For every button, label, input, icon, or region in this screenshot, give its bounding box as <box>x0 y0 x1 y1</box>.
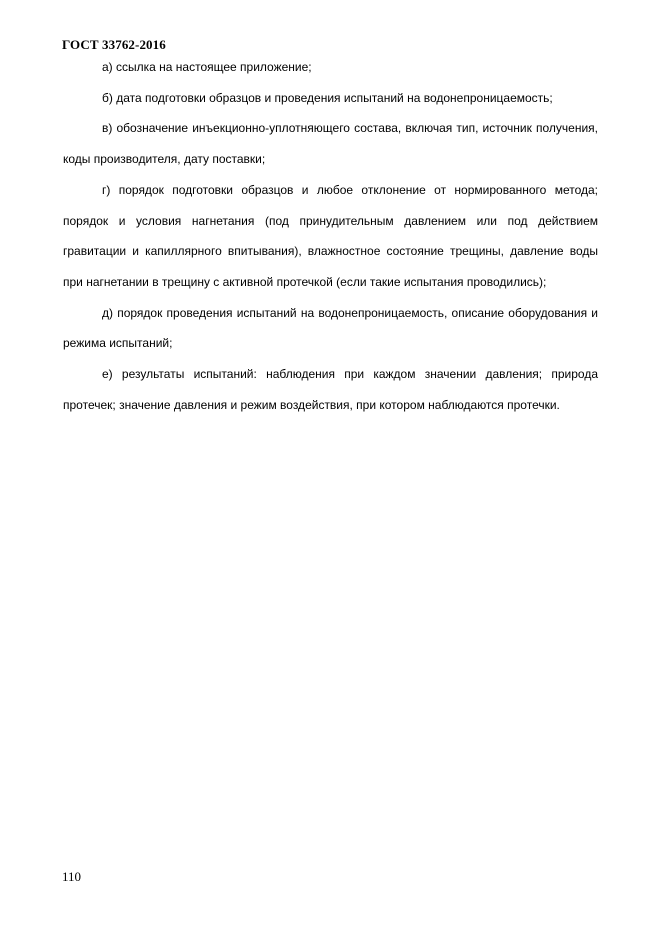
list-item-g: г) порядок подготовки образцов и любое отклонение от нормированного метода; порядок и условия нагнетания (под принудительным давлением или под действием гравитации и капиллярного впитывания), влажностное состояние трещины, давление воды при нагнетании в трещину с активной протечкой (если такие испытания проводились); <box>63 182 598 289</box>
list-item-b: б) дата подготовки образцов и проведения испытаний на водонепроницаемость; <box>102 90 553 105</box>
list-item-d: д) порядок проведения испытаний на водонепроницаемость, описание оборудования и режима испытаний; <box>63 305 598 351</box>
list-item-e: е) результаты испытаний: наблюдения при каждом значении давления; природа протечек; значение давления и режим воздействия, при котором наблюдаются протечки. <box>63 367 598 412</box>
document-header: ГОСТ 33762-2016 <box>62 37 166 52</box>
list-item-a: а) ссылка на настоящее приложение; <box>102 60 312 74</box>
page-number: 110 <box>62 869 82 884</box>
report-contents-list <box>63 52 598 420</box>
list-item-v: в) обозначение инъекционно-уплотняющего состава, включая тип, источник получения, коды производителя, дату поставки; <box>63 121 598 167</box>
